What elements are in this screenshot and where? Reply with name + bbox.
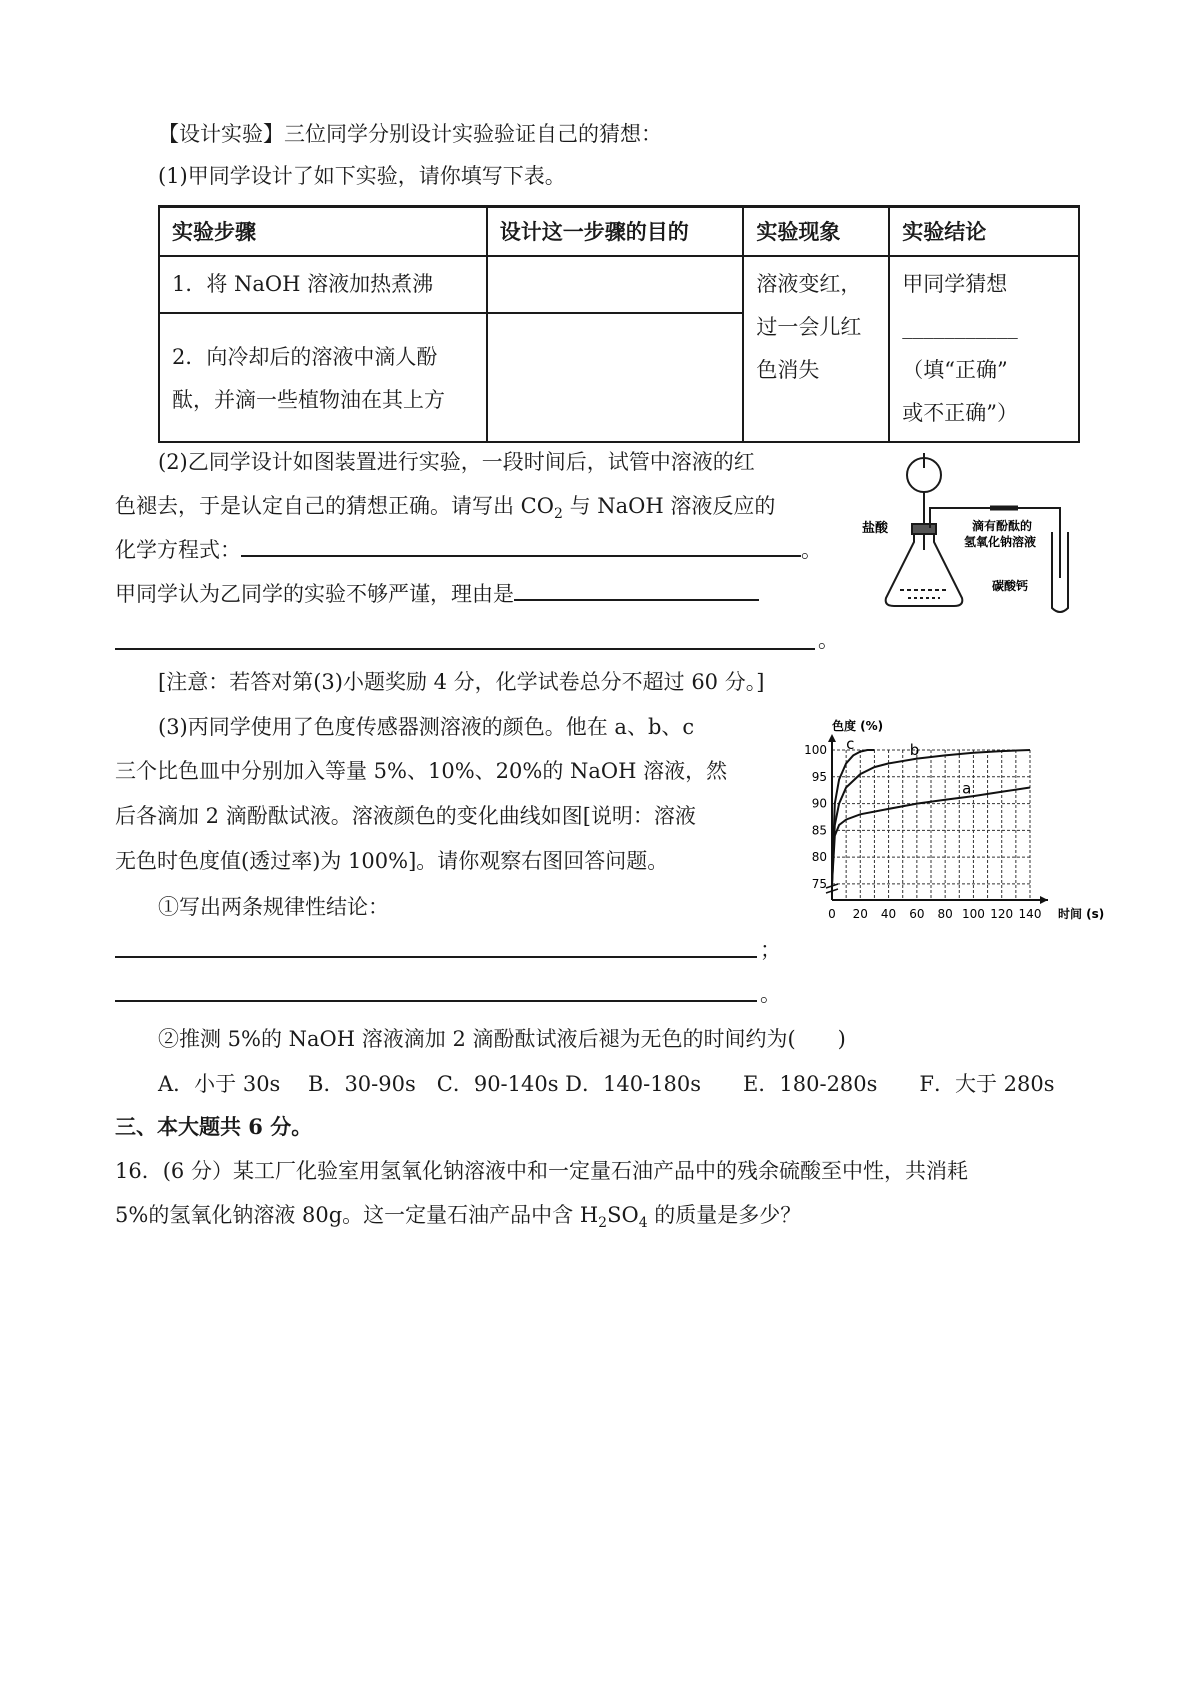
part3-options: A．小于 30s B．30-90s C．90-140s D．140-180s E．180-280s F．大于 280s — [158, 1072, 1055, 1096]
solution-label-line2: 氢氧化钠溶液 — [964, 535, 1037, 549]
apparatus-diagram — [860, 450, 1090, 620]
x-tick-label: 60 — [909, 907, 925, 921]
header-conclusion: 实验结论 — [889, 207, 1079, 257]
phenomenon-line: 色消失 — [756, 358, 820, 382]
reason-answer-blank[interactable] — [514, 599, 759, 601]
part2-line2 — [115, 490, 775, 522]
equation-answer-blank[interactable] — [241, 555, 801, 557]
q16-text: 5%的氢氧化钠溶液 80g。这一定量石油产品中含 H — [115, 1203, 599, 1227]
x-axis-arrow — [1040, 896, 1048, 904]
reason-label: 甲同学认为乙同学的实验不够严谨，理由是 — [115, 582, 514, 606]
series-label-c: c — [846, 735, 855, 754]
part1-intro: (1)甲同学设计了如下实验，请你填写下表。 — [158, 164, 566, 188]
x-tick-label: 40 — [880, 907, 897, 921]
y-tick-label: 85 — [811, 823, 827, 838]
part2-line3 — [115, 534, 822, 564]
x-tick-label: 140 — [1018, 907, 1042, 921]
part3-line3: 后各滴加 2 滴酚酞试液。溶液颜色的变化曲线如图[说明：溶液 — [115, 804, 696, 828]
part3-line4: 无色时色度值(透过率)为 100%]。请你观察右图回答问题。 — [115, 849, 669, 873]
part2-text: 与 NaOH 溶液反应的 — [562, 494, 776, 518]
q16-line1: 16．(6 分）某工厂化验室用氢氧化钠溶液中和一定量石油产品中的残余硫酸至中性，共消耗 — [115, 1159, 968, 1183]
series-label-b: b — [909, 740, 920, 759]
x-tick-label: 0 — [828, 907, 836, 921]
y-tick-label: 90 — [811, 796, 827, 811]
conclusion-line: 甲同学猜想 — [902, 272, 1008, 296]
part2-line1: (2)乙同学设计如图装置进行实验，一段时间后，试管中溶液的红 — [158, 450, 755, 474]
part3-line2: 三个比色皿中分别加入等量 5%、10%、20%的 NaOH 溶液，然 — [115, 759, 728, 783]
y-tick-label: 80 — [811, 850, 827, 865]
part2-text: 色褪去，于是认定自己的猜想正确。请写出 CO — [115, 494, 554, 518]
x-tick-label: 20 — [852, 907, 868, 921]
chroma-chart — [790, 715, 1110, 930]
subscript: 2 — [553, 506, 563, 523]
conclusion-line: 或不正确”） — [902, 401, 1019, 425]
chart-x-label: 时间 (s) — [1058, 907, 1105, 921]
section3-title: 三、本大题共 6 分。 — [115, 1114, 313, 1139]
y-tick-label: 100 — [804, 743, 827, 757]
punctuation: 。 — [760, 982, 781, 1006]
design-heading: 【设计实验】三位同学分别设计实验验证自己的猜想： — [158, 122, 662, 146]
chart-axes — [804, 734, 1048, 921]
part3-q2: ②推测 5%的 NaOH 溶液滴加 2 滴酚酞试液后褪为无色的时间约为( ) — [158, 1027, 846, 1051]
reason-answer-line[interactable] — [115, 648, 815, 650]
part3-q1: ①写出两条规律性结论： — [158, 895, 389, 919]
q16-text: 的质量是多少？ — [647, 1203, 802, 1227]
conclusion-answer-line[interactable] — [115, 956, 757, 958]
step1-cell: 1．将 NaOH 溶液加热煮沸 — [159, 256, 487, 313]
table-row — [159, 256, 1079, 313]
subscript: 2 — [598, 1215, 608, 1232]
phenomenon-line: 过一会儿红 — [756, 315, 862, 339]
conclusion-cell — [889, 256, 1079, 442]
purpose1-cell[interactable] — [487, 256, 744, 313]
part3-line1: (3)丙同学使用了色度传感器测溶液的颜色。他在 a、b、c — [158, 715, 695, 739]
header-purpose: 设计这一步骤的目的 — [487, 207, 744, 257]
q16-line2 — [115, 1199, 801, 1231]
step2-line: 酞，并滴一些植物油在其上方 — [172, 388, 445, 412]
header-step: 实验步骤 — [159, 207, 487, 257]
bonus-note: [注意：若答对第(3)小题奖励 4 分，化学试卷总分不超过 60 分。] — [158, 670, 765, 694]
x-tick-label: 120 — [990, 907, 1014, 921]
hcl-label: 盐酸 — [862, 521, 889, 536]
punctuation: 。 — [801, 538, 822, 562]
y-tick-label: 95 — [811, 769, 827, 784]
y-axis-arrow — [828, 734, 836, 742]
conclusion-answer-line[interactable] — [115, 1000, 757, 1002]
solution-label-line1: 滴有酚酞的 — [972, 519, 1033, 533]
conclusion-line: （填“正确” — [902, 358, 1008, 382]
x-tick-label: 80 — [937, 907, 953, 921]
step2-cell — [159, 313, 487, 442]
phenomenon-cell — [743, 256, 889, 442]
header-phenomenon: 实验现象 — [743, 207, 889, 257]
y-tick-label: 75 — [811, 876, 827, 891]
stopper — [912, 524, 936, 534]
equation-label: 化学方程式： — [115, 538, 241, 562]
caco3-label: 碳酸钙 — [992, 579, 1029, 593]
part2-line4 — [115, 578, 759, 608]
table-header-row — [159, 207, 1079, 257]
x-tick-label: 100 — [961, 907, 985, 921]
step2-line: 2．向冷却后的溶液中滴人酚 — [172, 345, 438, 369]
q16-text: SO — [607, 1203, 639, 1227]
experiment-table — [158, 205, 1080, 443]
subscript: 4 — [638, 1215, 648, 1232]
phenomenon-line: 溶液变红， — [756, 272, 862, 296]
series-label-a: a — [962, 779, 972, 798]
purpose2-cell[interactable] — [487, 313, 744, 442]
punctuation: 。 — [818, 628, 839, 652]
chart-y-label: 色度 (%) — [832, 719, 884, 733]
punctuation: ； — [760, 938, 781, 962]
conclusion-answer-blank[interactable]: ___________ — [902, 315, 1018, 339]
